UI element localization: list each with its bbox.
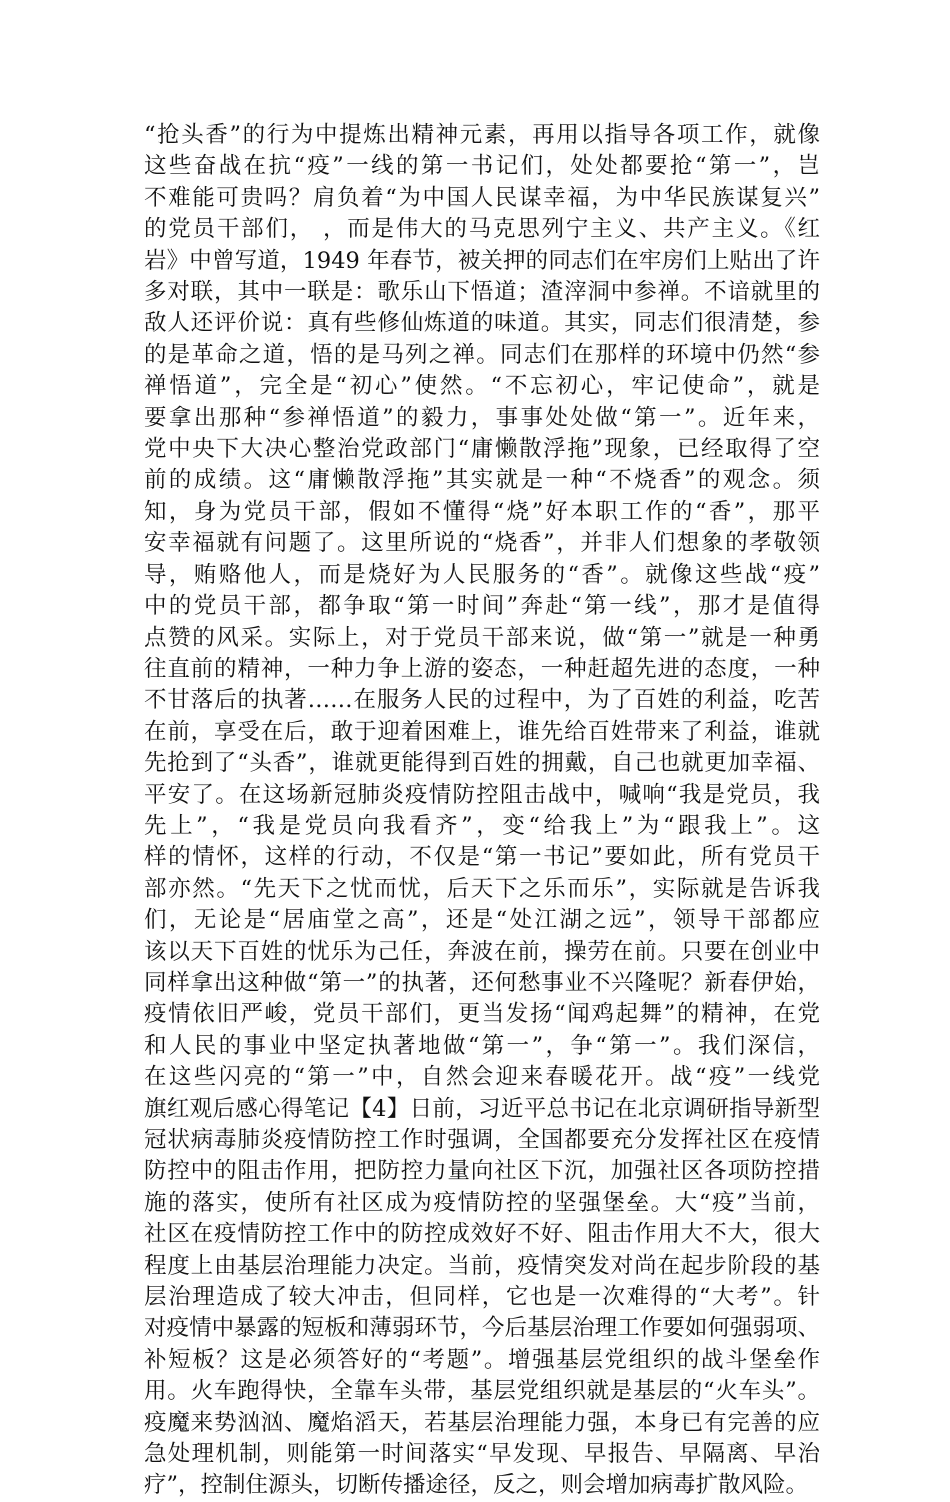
text-line: 冠状病毒肺炎疫情防控工作时强调，全国都要充分发挥社区在疫情 [144, 1127, 820, 1153]
text-line: 在这些闪亮的“第一”中，自然会迎来春暖花开。战“疫”一线党 [144, 1064, 820, 1091]
text-line: 安幸福就有问题了。这里所说的“烧香”，并非人们想象的孝敬领 [144, 530, 820, 557]
text-line: 岩》中曾写道，1949 年春节，被关押的同志们在牢房们上贴出了许 [144, 247, 820, 274]
text-line: 禅悟道”，完全是“初心”使然。“不忘初心，牢记使命”，就是 [144, 373, 820, 400]
text-line: 这些奋战在抗“疫”一线的第一书记们，处处都要抢“第一”，岂 [144, 153, 820, 180]
text-line: 程度上由基层治理能力决定。当前，疫情突发对尚在起步阶段的基 [144, 1252, 820, 1279]
text-line: 施的落实，使所有社区成为疫情防控的坚强堡垒。大“疫”当前， [144, 1189, 820, 1216]
text-line: 急处理机制，则能第一时间落实“早发现、早报告、早隔离、早治 [144, 1441, 820, 1468]
text-line: 不甘落后的执著……在服务人民的过程中，为了百姓的利益，吃苦 [144, 687, 820, 714]
text-line: 疫情依旧严峻，党员干部们，更当发扬“闻鸡起舞”的精神，在党 [144, 1001, 820, 1028]
text-line: “抢头香”的行为中提炼出精神元素，再用以指导各项工作，就像 [144, 122, 820, 148]
text-line: 知，身为党员干部，假如不懂得“烧”好本职工作的“香”，那平 [144, 498, 820, 525]
text-line: 补短板？这是必须答好的“考题”。增强基层党组织的战斗堡垒作 [144, 1346, 820, 1373]
text-line: 的是革命之道，悟的是马列之禅。同志们在那样的环境中仍然“参 [144, 341, 820, 368]
text-line: 不难能可贵吗？肩负着“为中国人民谋幸福，为中华民族谋复兴” [144, 184, 820, 211]
text-line: 防控中的阻击作用，把防控力量向社区下沉，加强社区各项防控措 [144, 1158, 820, 1185]
text-line: 层治理造成了较大冲击，但同样，它也是一次难得的“大考”。针 [144, 1284, 820, 1311]
text-line: 和人民的事业中坚定执著地做“第一”，争“第一”。我们深信， [144, 1032, 820, 1059]
text-line: 的党员干部们， ，而是伟大的马克思列宁主义、共产主义。《红 [144, 216, 820, 243]
text-line: 平安了。在这场新冠肺炎疫情防控阻击战中，喊响“我是党员，我 [144, 781, 820, 808]
text-line: 该以天下百姓的忧乐为己任，奔波在前，操劳在前。只要在创业中 [144, 938, 820, 965]
body-text [144, 120, 820, 1502]
text-line: 部亦然。“先天下之忧而忧，后天下之乐而乐”，实际就是告诉我 [144, 875, 820, 902]
text-line: 样的情怀，这样的行动，不仅是“第一书记”要如此，所有党员干 [144, 844, 820, 871]
text-line: 导，贿赂他人，而是烧好为人民服务的“香”。就像这些战“疫” [144, 561, 820, 588]
text-line: 旗红观后感心得笔记【4】日前，习近平总书记在北京调研指导新型 [144, 1095, 820, 1122]
text-line: 敌人还评价说：真有些修仙炼道的味道。其实，同志们很清楚，参 [144, 310, 820, 337]
text-line: 党中央下大决心整治党政部门“庸懒散浮拖”现象，已经取得了空 [144, 436, 820, 463]
text-line: 同样拿出这种做“第一”的执著，还何愁事业不兴隆呢？新春伊始， [144, 969, 820, 996]
text-line: 用。火车跑得快，全靠车头带，基层党组织就是基层的“火车头”。 [144, 1378, 820, 1405]
text-line: 先抢到了“头香”，谁就更能得到百姓的拥戴，自己也就更加幸福、 [144, 750, 820, 777]
text-line: 疫魔来势汹汹、魔焰滔天，若基层治理能力强，本身已有完善的应 [144, 1409, 820, 1436]
text-line: 中的党员干部，都争取“第一时间”奔赴“第一线”，那才是值得 [144, 593, 820, 620]
text-line: 多对联，其中一联是：歌乐山下悟道；渣滓洞中参禅。不谙就里的 [144, 279, 820, 306]
text-line: 先上”，“我是党员向我看齐”，变“给我上”为“跟我上”。这 [144, 812, 820, 839]
text-line: 前的成绩。这“庸懒散浮拖”其实就是一种“不烧香”的观念。须 [144, 467, 820, 494]
text-line: 在前，享受在后，敢于迎着困难上，谁先给百姓带来了利益，谁就 [144, 718, 820, 745]
text-line: 往直前的精神，一种力争上游的姿态，一种赶超先进的态度，一种 [144, 655, 820, 682]
text-line: 们，无论是“居庙堂之高”，还是“处江湖之远”，领导干部都应 [144, 907, 820, 934]
text-line: 要拿出那种“参禅悟道”的毅力，事事处处做“第一”。近年来， [144, 404, 820, 431]
text-line: 疗”，控制住源头，切断传播途径，反之，则会增加病毒扩散风险。 [144, 1472, 809, 1499]
text-line: 社区在疫情防控工作中的防控成效好不好、阻击作用大不大，很大 [144, 1221, 820, 1248]
text-line: 对疫情中暴露的短板和薄弱环节，今后基层治理工作要如何强弱项、 [144, 1315, 820, 1342]
text-line: 点赞的风采。实际上，对于党员干部来说，做“第一”就是一种勇 [144, 624, 820, 651]
